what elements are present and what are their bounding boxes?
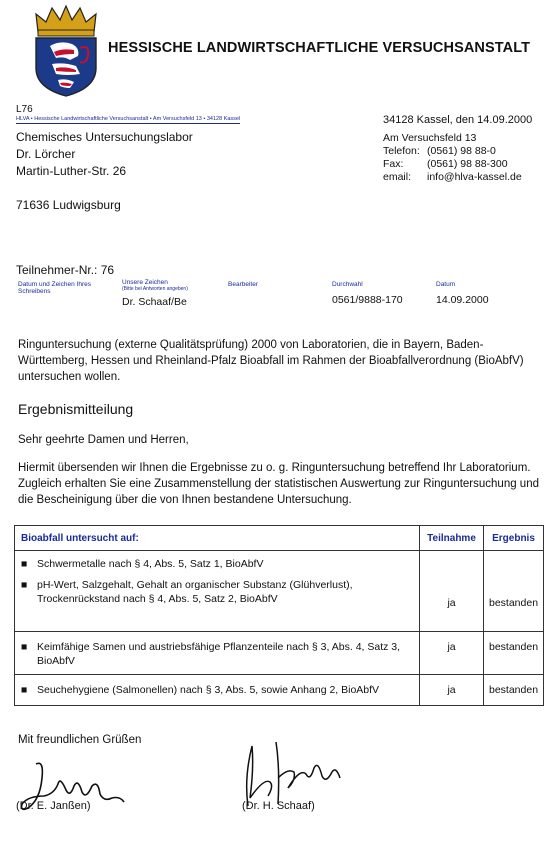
bullet-icon: ■	[21, 684, 28, 696]
result-value: bestanden	[484, 632, 544, 675]
our-ref-note: (Bitte bei Antworten angeben)	[122, 286, 188, 292]
list-item: ■ pH-Wert, Salzgehalt, Gehalt an organischer Substanz (Glühverlust), Trockenrückstand nach § 4, Abs. 5, Satz 2, BioAbfV	[21, 579, 353, 605]
place-date: 34128 Kassel, den 14.09.2000	[383, 114, 533, 126]
bullet-icon: ■	[21, 579, 28, 591]
list-item: ■ Seuchehygiene (Salmonellen) nach § 3, Abs. 5, sowie Anhang 2, BioAbfV	[21, 684, 380, 696]
our-ref-label: Unsere Zeichen	[122, 279, 168, 286]
reference-code: L76	[16, 104, 33, 115]
our-ref-block	[122, 279, 188, 308]
table-row	[15, 675, 544, 706]
list-item: ■ Schwermetalle nach § 4, Abs. 5, Satz 1, BioAbfV	[21, 558, 264, 570]
participant-number: Teilnehmer-Nr.: 76	[16, 263, 115, 277]
signer-name-2: (Dr. H. Schaaf)	[242, 800, 315, 812]
direct-dial-value: 0561/9888-170	[332, 294, 403, 306]
letter-heading: Ergebnismitteilung	[18, 401, 134, 417]
phone-value: (0561) 98 88-0	[427, 145, 496, 157]
fax-value: (0561) 98 88-300	[427, 158, 508, 170]
body-paragraph: Hiermit übersenden wir Ihnen die Ergebnisse zu o. g. Ringuntersuchung betreffend Ihr Laboratorium. Zugleich erhalten Sie eine Zusammenstellung der statistischen Auswertung zur Ringuntersuchung und die Bescheinigung über die von Ihnen bestandene Untersuchung.	[18, 462, 539, 506]
return-address-line: HLVA • Hessische Landwirtschaftliche Versuchsanstalt • Am Versuchsfeld 13 • 34128 Kassel	[16, 116, 241, 122]
result-value: bestanden	[484, 675, 544, 706]
date-value: 14.09.2000	[436, 294, 489, 306]
signer-name-1: (Dr. E. Janßen)	[16, 800, 91, 812]
hessen-lion-crest-icon	[30, 4, 102, 98]
contact-table	[383, 145, 522, 184]
recipient-city: 71636 Ludwigsburg	[16, 198, 121, 212]
handler-label: Bearbeiter	[228, 281, 258, 288]
header-participation: Teilnahme	[420, 526, 484, 551]
results-table	[14, 525, 544, 706]
signature-janssen	[14, 756, 134, 820]
participation-value: ja	[420, 632, 484, 675]
email-link[interactable]: info@hlva-kassel.de	[427, 171, 522, 183]
participation-value: ja	[420, 551, 484, 632]
contact-block	[383, 132, 522, 184]
our-ref-value: Dr. Schaaf/Be	[122, 296, 187, 308]
signature-schaaf	[240, 738, 360, 820]
salutation: Sehr geehrte Damen und Herren,	[18, 434, 189, 446]
phone-label: Telefon:	[383, 145, 420, 157]
participation-value: ja	[420, 675, 484, 706]
contact-street: Am Versuchsfeld 13	[383, 132, 477, 144]
org-title: HESSISCHE LANDWIRTSCHAFTLICHE VERSUCHSANSTALT	[108, 40, 531, 56]
direct-dial-label: Durchwahl	[332, 281, 363, 288]
recipient-line-3: Martin-Luther-Str. 26	[16, 164, 127, 178]
header-tested-for: Bioabfall untersucht auf:	[15, 526, 420, 551]
list-item: ■ Keimfähige Samen und austriebsfähige Pflanzenteile nach § 3, Abs. 4, Satz 3, BioAbfV	[21, 641, 401, 667]
subject-paragraph: Ringuntersuchung (externe Qualitätsprüfung) 2000 von Laboratorien, die in Bayern, Baden-Württemberg, Hessen und Rheinland-Pfalz Bioabfall im Rahmen der Bioabfallverordnung (BioAbfV) untersuchen wollen.	[18, 339, 524, 383]
recipient-line-1: Chemisches Untersuchungslabor	[16, 130, 193, 144]
bullet-icon: ■	[21, 558, 28, 570]
recipient-line-2: Dr. Lörcher	[16, 147, 76, 161]
table-row	[15, 632, 544, 675]
fax-label: Fax:	[383, 158, 404, 170]
email-label: email:	[383, 171, 412, 183]
header-result: Ergebnis	[484, 526, 544, 551]
your-ref-label: Datum und Zeichen Ihres Schreibens	[18, 281, 91, 295]
closing-phrase: Mit freundlichen Grüßen	[18, 734, 142, 746]
result-value: bestanden	[484, 551, 544, 632]
bullet-icon: ■	[21, 641, 28, 653]
table-row	[15, 551, 544, 632]
date-label: Datum	[436, 281, 456, 288]
